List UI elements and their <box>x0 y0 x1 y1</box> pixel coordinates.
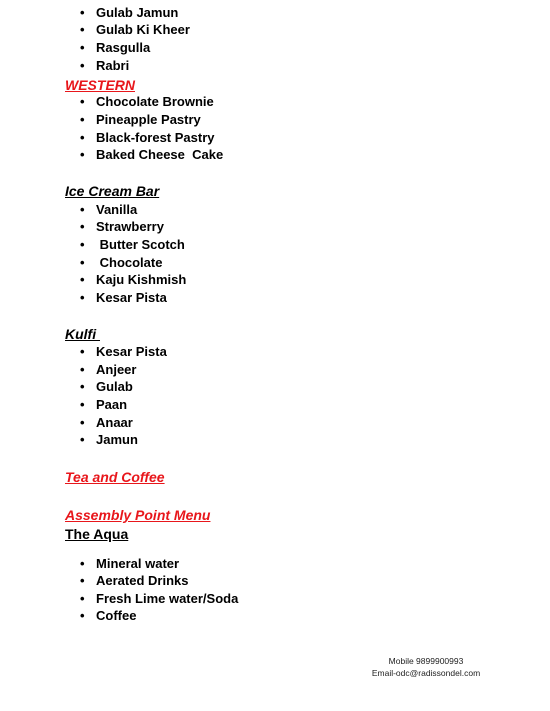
list-item: • Vanilla <box>80 202 138 217</box>
list-item: • Coffee <box>80 608 137 623</box>
list-item: • Gulab Jamun <box>80 5 179 20</box>
bullet-icon: • <box>80 22 85 37</box>
bullet-icon: • <box>80 397 85 412</box>
list-item: • Anaar <box>80 415 133 430</box>
bullet-icon: • <box>80 202 85 217</box>
bullet-icon: • <box>80 5 85 20</box>
bullet-icon: • <box>80 290 85 305</box>
list-item: • Kesar Pista <box>80 344 167 359</box>
bullet-icon: • <box>80 272 85 287</box>
list-item: • Anjeer <box>80 362 137 377</box>
list-item: • Mineral water <box>80 556 180 571</box>
list-item: • Kesar Pista <box>80 290 167 305</box>
list-item: • Kaju Kishmish <box>80 272 187 287</box>
bullet-icon: • <box>80 40 85 55</box>
list-item: • Rasgulla <box>80 40 151 55</box>
section-heading-kulfi: Kulfi <box>65 326 100 342</box>
bullet-icon: • <box>80 94 85 109</box>
bullet-icon: • <box>80 379 85 394</box>
bullet-icon: • <box>80 219 85 234</box>
bullet-icon: • <box>80 573 85 588</box>
section-heading-assembly-point: Assembly Point Menu <box>65 507 211 523</box>
bullet-icon: • <box>80 147 85 162</box>
footer-mobile: Mobile 9899900993 <box>388 656 464 666</box>
list-item: • Aerated Drinks <box>80 573 189 588</box>
section-subheading-the-aqua: The Aqua <box>65 526 129 542</box>
bullet-icon: • <box>80 130 85 145</box>
bullet-icon: • <box>80 591 85 606</box>
bullet-icon: • <box>80 237 85 252</box>
list-item: • Butter Scotch <box>80 237 185 252</box>
list-item: • Pineapple Pastry <box>80 112 201 127</box>
list-item: • Gulab Ki Kheer <box>80 22 190 37</box>
list-item: • Baked Cheese Cake <box>80 147 224 162</box>
section-heading-tea-coffee: Tea and Coffee <box>65 469 165 485</box>
list-item: • Black-forest Pastry <box>80 130 215 145</box>
bullet-icon: • <box>80 608 85 623</box>
bullet-icon: • <box>80 556 85 571</box>
list-item: • Gulab <box>80 379 133 394</box>
list-item: • Rabri <box>80 58 130 73</box>
section-heading-western: WESTERN <box>65 77 135 93</box>
list-item: • Chocolate <box>80 255 163 270</box>
bullet-icon: • <box>80 58 85 73</box>
bullet-icon: • <box>80 255 85 270</box>
bullet-icon: • <box>80 112 85 127</box>
list-item: • Chocolate Brownie <box>80 94 214 109</box>
list-item: • Strawberry <box>80 219 164 234</box>
list-item: • Fresh Lime water/Soda <box>80 591 239 606</box>
section-heading-ice-cream-bar: Ice Cream Bar <box>65 183 160 199</box>
bullet-icon: • <box>80 415 85 430</box>
bullet-icon: • <box>80 362 85 377</box>
bullet-icon: • <box>80 344 85 359</box>
bullet-icon: • <box>80 432 85 447</box>
list-item: • Jamun <box>80 432 138 447</box>
list-item: • Paan <box>80 397 128 412</box>
footer-email: Email-odc@radissondel.com <box>371 668 481 678</box>
